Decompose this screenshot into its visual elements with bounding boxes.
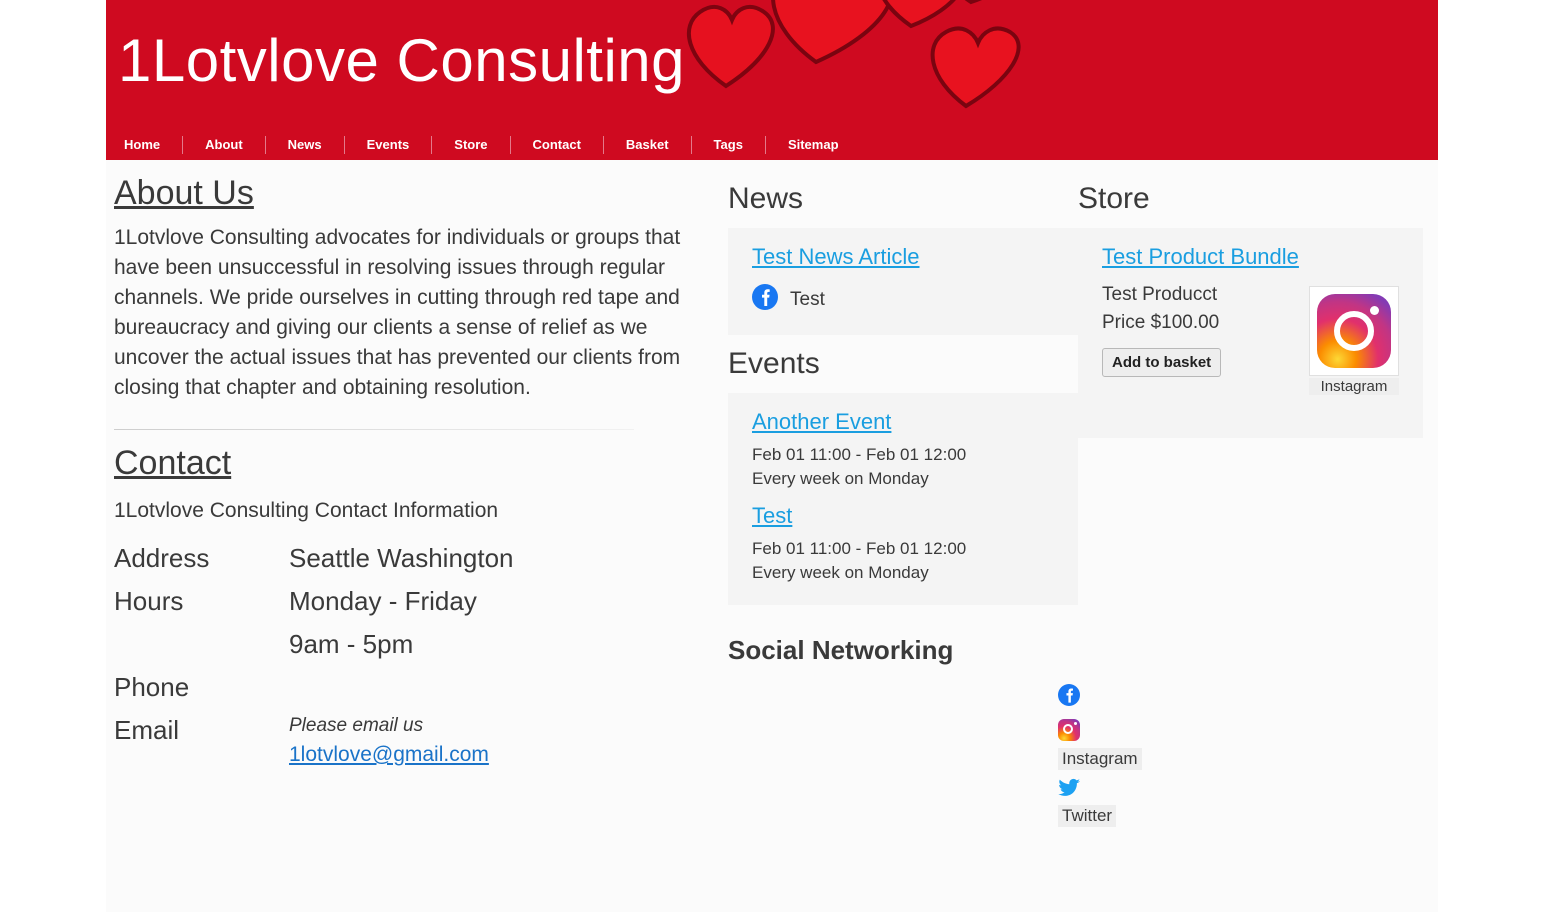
product-link[interactable]: Test Product Bundle <box>1102 244 1299 269</box>
nav-item-about[interactable]: About <box>183 136 266 154</box>
about-heading: About Us <box>114 174 254 212</box>
social-heading: Social Networking <box>728 635 954 665</box>
contact-row-phone <box>114 666 514 709</box>
about-body: 1Lotvlove Consulting advocates for individuals or groups that have been unsuccessful in resolving issues through regular channels. We pride ourselves in cutting through red tape and bureaucracy and giving our clients a sense of relief as we uncover the actual issues that has prevented our clients from closing that chapter and obtaining resolution. <box>114 226 681 399</box>
contact-label-address: Address <box>114 543 210 573</box>
event-when-1: Feb 01 11:00 - Feb 01 12:00 <box>752 445 967 464</box>
contact-label-hours-2 <box>114 623 289 666</box>
email-note: Please email us <box>289 715 424 736</box>
nav-item-tags[interactable]: Tags <box>692 136 766 154</box>
nav-item-basket[interactable]: Basket <box>604 136 692 154</box>
contact-label-email: Email <box>114 715 180 745</box>
event-link-2[interactable]: Test <box>752 503 793 528</box>
contact-value-hours-2: 9am - 5pm <box>289 629 414 659</box>
contact-value-hours: Monday - Friday <box>289 586 477 616</box>
event-link-1[interactable]: Another Event <box>752 409 892 434</box>
email-link[interactable]: 1lotvlove@gmail.com <box>289 743 489 766</box>
news-card <box>728 228 1078 335</box>
event-item <box>752 503 1054 585</box>
contact-row-address <box>114 537 514 580</box>
social-label-twitter: Twitter <box>1058 805 1116 827</box>
events-card <box>728 393 1078 605</box>
news-heading: News <box>728 182 804 215</box>
instagram-icon <box>1317 294 1391 368</box>
contact-subtitle: 1Lotvlove Consulting Contact Information <box>114 499 499 522</box>
event-recurrence-1: Every week on Monday <box>752 469 929 488</box>
event-recurrence-2: Every week on Monday <box>752 563 929 582</box>
add-to-basket-button[interactable]: Add to basket <box>1102 348 1221 377</box>
contact-row-hours-2 <box>114 623 514 666</box>
event-when-2: Feb 01 11:00 - Feb 01 12:00 <box>752 539 967 558</box>
contact-label-hours: Hours <box>114 586 184 616</box>
contact-label-phone: Phone <box>114 672 190 702</box>
product-thumbnail-caption: Instagram <box>1309 378 1399 395</box>
contact-value-address: Seattle Washington <box>289 543 514 573</box>
right-column <box>1078 170 1423 438</box>
nav-item-news[interactable]: News <box>266 136 345 154</box>
events-heading: Events <box>728 347 820 380</box>
site-title: 1Lotvlove Consulting <box>118 27 686 94</box>
page-content <box>106 160 1438 912</box>
news-item-row <box>752 284 1054 315</box>
contact-heading: Contact <box>114 444 232 482</box>
site-header <box>106 0 1438 160</box>
social-links-list <box>1058 684 1138 827</box>
product-thumbnail <box>1309 286 1399 376</box>
left-column <box>114 160 724 774</box>
store-heading: Store <box>1078 182 1150 215</box>
nav-item-home[interactable]: Home <box>106 136 183 154</box>
twitter-icon <box>1058 785 1080 802</box>
product-name: Test Producct <box>1102 284 1218 305</box>
nav-item-store[interactable]: Store <box>432 136 510 154</box>
contact-row-email <box>114 709 514 774</box>
section-divider <box>114 429 634 430</box>
nav-item-events[interactable]: Events <box>345 136 433 154</box>
facebook-icon <box>1058 693 1080 710</box>
social-label-instagram: Instagram <box>1058 748 1142 770</box>
facebook-icon <box>752 284 778 315</box>
social-link-instagram[interactable] <box>1058 719 1138 770</box>
news-item-text: Test <box>790 288 825 310</box>
hearts-decoration <box>666 0 1046 136</box>
instagram-icon <box>1058 719 1080 741</box>
social-link-facebook[interactable] <box>1058 684 1078 711</box>
contact-table <box>114 537 514 774</box>
main-navigation[interactable] <box>106 130 1438 160</box>
social-link-twitter[interactable] <box>1058 778 1113 827</box>
nav-item-sitemap[interactable]: Sitemap <box>787 137 839 152</box>
event-item <box>752 409 1054 491</box>
product-price: Price $100.00 <box>1102 312 1220 333</box>
news-item-link[interactable]: Test News Article <box>752 244 920 269</box>
contact-value-phone <box>289 666 514 709</box>
nav-item-contact[interactable]: Contact <box>511 136 604 154</box>
store-product-card <box>1078 228 1423 438</box>
contact-row-hours <box>114 580 514 623</box>
